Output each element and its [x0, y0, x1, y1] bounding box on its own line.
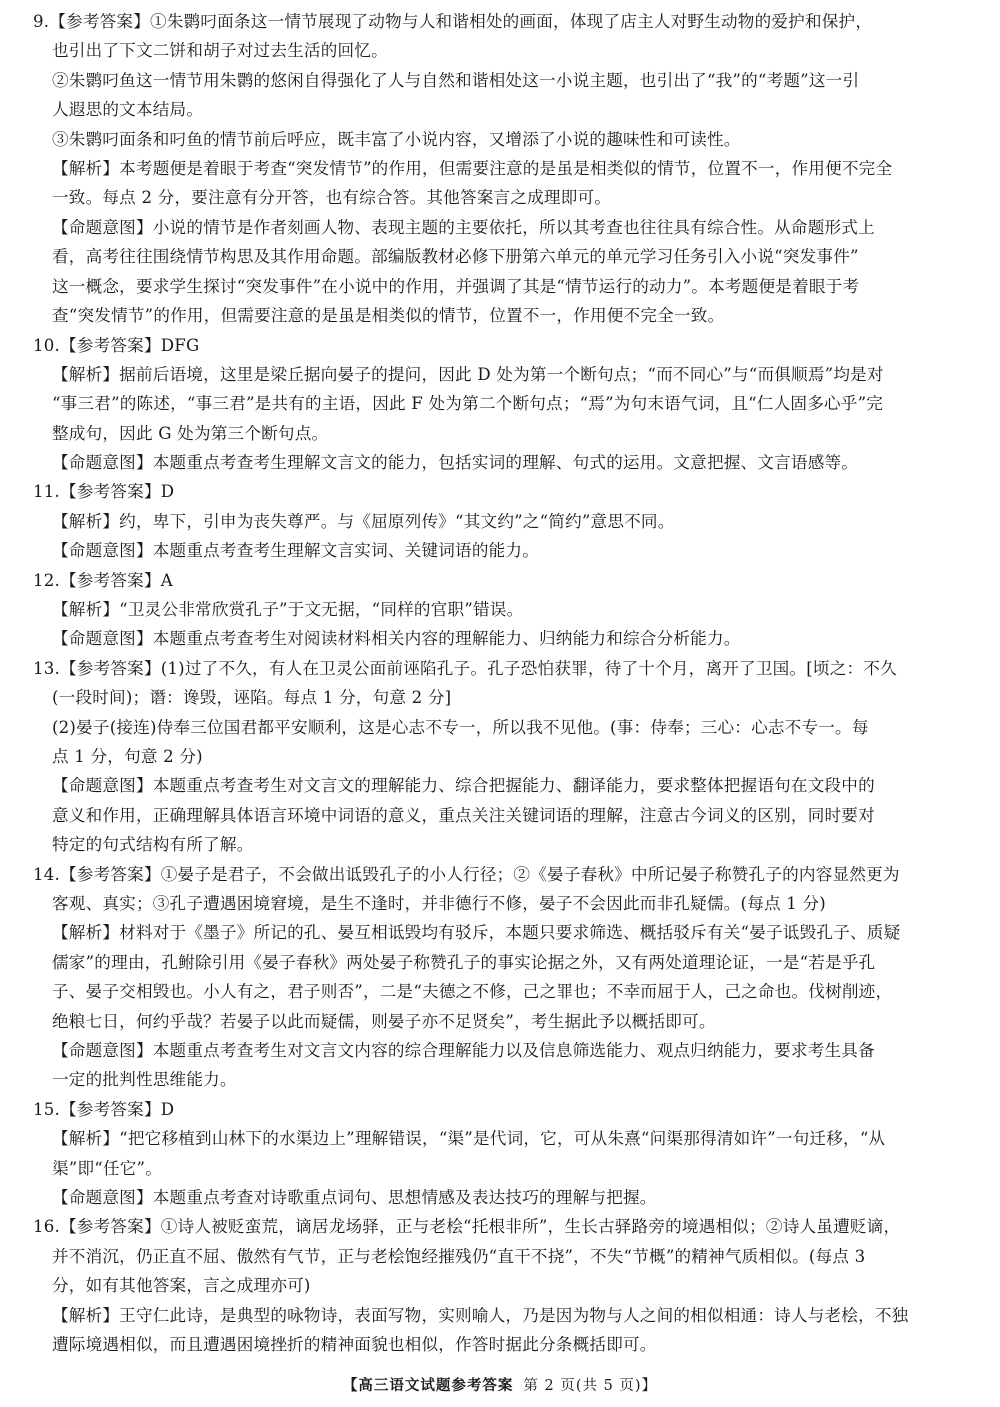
q13-answer-line: (2)晏子(接连)侍奉三位国君都平安顺利，这是心志不专一，所以我不见他。(事：侍奉；三心：心志不专一。每: [52, 718, 869, 737]
q16-answer-line: 分，如有其他答案，言之成理亦可): [52, 1276, 311, 1295]
footer-title: 【高三语文试题参考答案: [342, 1377, 514, 1394]
q16-answer-line: 并不消沉，仍正直不屈、傲然有气节，正与老桧饱经摧残仍“直干不挠”，不失“节概”的精神气质相似。(每点 3: [52, 1247, 866, 1266]
q14-analysis-line: 【解析】材料对于《墨子》所记的孔、晏互相诋毁均有驳斥，本题只要求筛选、概括驳斥有关“晏子诋毁孔子、质疑: [52, 923, 901, 942]
q12-intent-line: 【命题意图】本题重点考查考生对阅读材料相关内容的理解能力、归纳能力和综合分析能力。: [52, 629, 741, 648]
q14-intent-line: 一定的批判性思维能力。: [52, 1070, 237, 1089]
q10-analysis-line: 【解析】据前后语境，这里是梁丘据向晏子的提问，因此 D 处为第一个断句点；“而不同心”与“而俱顺焉”均是对: [52, 365, 884, 384]
q12-answer-line: 12.【参考答案】A: [33, 571, 173, 590]
q10-analysis-line: “事三君”的陈述，“事三君”是共有的主语，因此 F 处为第二个断句点；“焉”为句末语气词，且“仁人固多心乎”完: [52, 394, 884, 413]
q16-analysis-line: 遭际境遇相似，而且遭遇困境挫折的精神面貌也相似，作答时据此分条概括即可。: [52, 1335, 657, 1354]
q14-intent-line: 【命题意图】本题重点考查考生对文言文内容的综合理解能力以及信息筛选能力、观点归纳能力，要求考生具备: [52, 1041, 875, 1060]
q9-intent-line: 这一概念，要求学生探讨“突发事件”在小说中的作用，并强调了其是“情节运行的动力”。本考题便是着眼于考: [52, 277, 860, 296]
q14-analysis-line: 儒家”的理由，孔鲋除引用《晏子春秋》两处晏子称赞孔子的事实论据之外，又有两处道理论证，一是“若是乎孔: [52, 953, 876, 972]
q10-answer-line: 10.【参考答案】DFG: [33, 336, 200, 355]
q13-intent-line: 【命题意图】本题重点考查考生对文言文的理解能力、综合把握能力、翻译能力，要求整体把握语句在文段中的: [52, 776, 875, 795]
q9-analysis-line: 【解析】本考题便是着眼于考查“突发情节”的作用，但需要注意的是虽是相类似的情节，位置不一，作用便不完全: [52, 159, 893, 178]
q10-intent-line: 【命题意图】本题重点考查考生理解文言文的能力，包括实词的理解、句式的运用。文意把握、文言语感等。: [52, 453, 859, 472]
q9-analysis-line: 一致。每点 2 分，要注意有分开答，也有综合答。其他答案言之成理即可。: [52, 188, 612, 207]
q16-analysis-line: 【解析】王守仁此诗，是典型的咏物诗，表面写物，实则喻人，乃是因为物与人之间的相似相通：诗人与老桧，不独: [52, 1306, 909, 1325]
q14-answer-line: 客观、真实；③孔子遭遇困境窘境，是生不逢时，并非德行不修，晏子不会因此而非孔疑儒。(每点 1 分): [52, 894, 826, 913]
q12-analysis-line: 【解析】“卫灵公非常欣赏孔子”于文无据，“同样的官职”错误。: [52, 600, 524, 619]
q13-intent-line: 意义和作用，正确理解具体语言环境中词语的意义，重点关注关键词语的理解，注意古今词义的区别，同时要对: [52, 806, 875, 825]
q14-analysis-line: 子、晏子交相毁也。小人有之，君子则否”，二是“夫德之不修，己之罪也；不幸而屈于人，己之命也。伐树削迹，: [52, 982, 893, 1001]
q9-intent-line: 【命题意图】小说的情节是作者刻画人物、表现主题的主要依托，所以其考查也往往具有综合性。从命题形式上: [52, 218, 875, 237]
q11-answer-line: 11.【参考答案】D: [33, 482, 175, 501]
q11-intent-line: 【命题意图】本题重点考查考生理解文言实词、关键词语的能力。: [52, 541, 540, 560]
q15-intent-line: 【命题意图】本题重点考查对诗歌重点词句、思想情感及表达技巧的理解与把握。: [52, 1188, 657, 1207]
q15-analysis-line: 【解析】“把它移植到山林下的水渠边上”理解错误，“渠”是代词，它，可从朱熹“问渠那得清如许”一句迁移，“从: [52, 1129, 886, 1148]
q9-answer-line: ③朱鹮叼面条和叼鱼的情节前后呼应，既丰富了小说内容，又增添了小说的趣味性和可读性。: [52, 130, 741, 149]
q13-intent-line: 特定的句式结构有所了解。: [52, 835, 254, 854]
q9-answer-line: 人遐思的文本结局。: [52, 100, 204, 119]
q9-answer-line: 也引出了下文二饼和胡子对过去生活的回忆。: [52, 41, 388, 60]
q9-answer-line: 9.【参考答案】①朱鹮叼面条这一情节展现了动物与人和谐相处的画面，体现了店主人对野生动物的爱护和保护，: [33, 12, 873, 31]
q10-analysis-line: 整成句，因此 G 处为第三个断句点。: [52, 424, 329, 443]
q9-intent-line: 查“突发情节”的作用，但需要注意的是虽是相类似的情节，位置不一，作用便不完全一致。: [52, 306, 725, 325]
q9-intent-line: 看，高考往往围绕情节构思及其作用命题。部编版教材必修下册第六单元的单元学习任务引入小说“突发事件”: [52, 247, 859, 266]
q14-answer-line: 14.【参考答案】①晏子是君子，不会做出诋毁孔子的小人行径；②《晏子春秋》中所记晏子称赞孔子的内容显然更为: [33, 865, 900, 884]
q13-answer-line: 13.【参考答案】(1)过了不久，有人在卫灵公面前诬陷孔子。孔子恐怕获罪，待了十个月，离开了卫国。[顷之：不久: [33, 659, 897, 678]
q11-analysis-line: 【解析】约，卑下，引申为丧失尊严。与《屈原列传》“其文约”之“简约”意思不同。: [52, 512, 675, 531]
page-footer: [0, 1374, 1000, 1395]
q13-answer-line: (一段时间)；谮：谗毁，诬陷。每点 1 分，句意 2 分]: [52, 688, 452, 707]
q14-analysis-line: 绝粮七日，何约乎哉？若晏子以此而疑儒，则晏子亦不足贤矣”，考生据此予以概括即可。: [52, 1012, 716, 1031]
q15-answer-line: 15.【参考答案】D: [33, 1100, 175, 1119]
q13-answer-line: 点 1 分，句意 2 分): [52, 747, 203, 766]
footer-page-number: 第 2 页(共 5 页)】: [523, 1378, 658, 1394]
q16-answer-line: 16.【参考答案】①诗人被贬蛮荒，谪居龙场驿，正与老桧“托根非所”，生长古驿路旁的境遇相似；②诗人虽遭贬谪，: [33, 1217, 901, 1236]
q9-answer-line: ②朱鹮叼鱼这一情节用朱鹮的悠闲自得强化了人与自然和谐相处这一小说主题，也引出了“我”的“考题”这一引: [52, 71, 860, 90]
q15-analysis-line: 渠”即“任它”。: [52, 1159, 163, 1178]
